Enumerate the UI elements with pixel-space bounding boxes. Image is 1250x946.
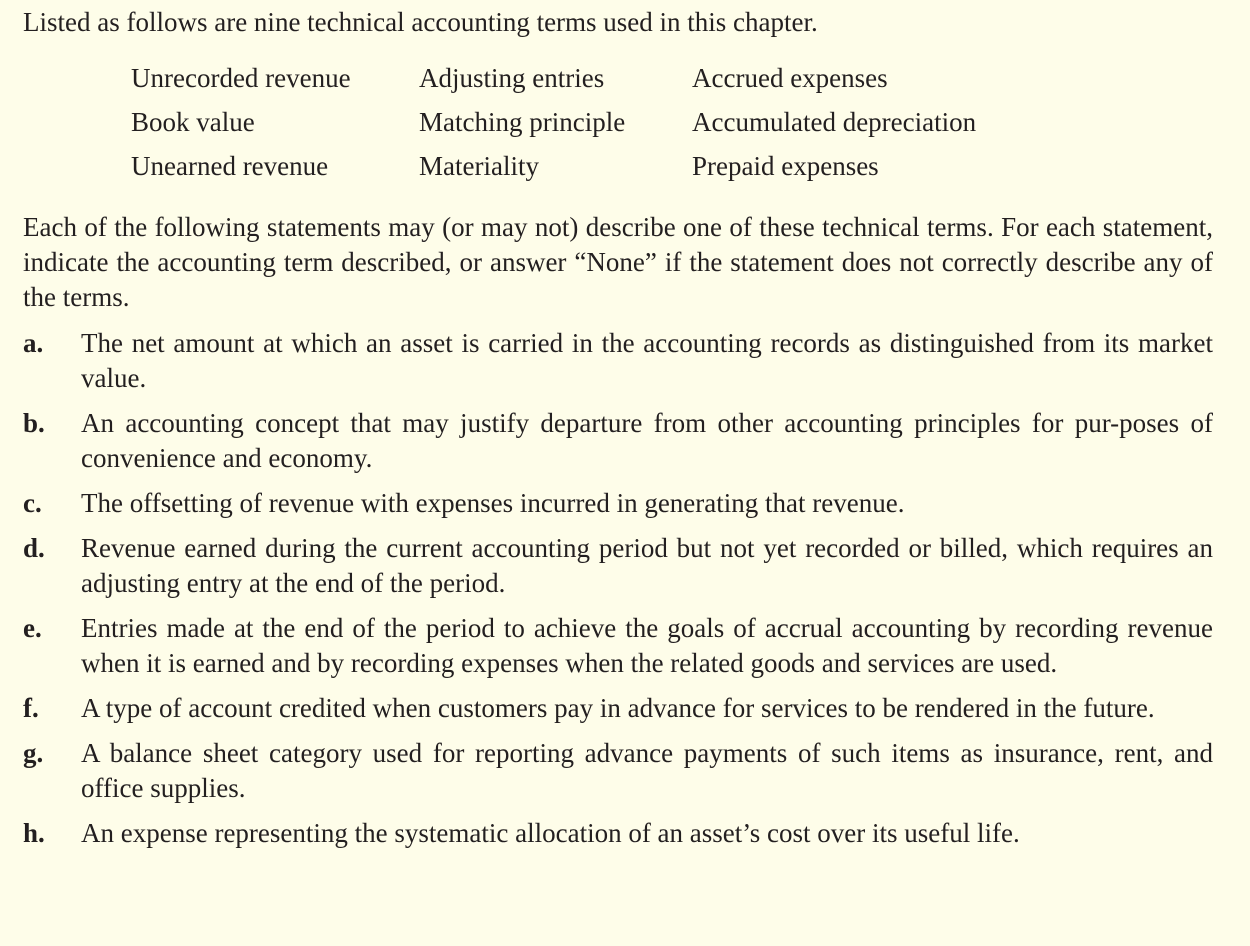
statement-letter: c. (23, 488, 42, 518)
term: Unearned revenue (131, 151, 329, 181)
term: Accrued expenses (692, 63, 888, 93)
statement-letter: f. (23, 693, 39, 723)
term: Accumulated depreciation (692, 107, 977, 137)
statement-letter: e. (23, 613, 42, 643)
statement-letter: a. (23, 328, 44, 358)
statement-item (23, 611, 1213, 681)
statement-item (23, 326, 1213, 396)
statement-text: Revenue earned during the current accounting period but not yet recorded or billed, which requires an adjusting entry at the end of the period. (81, 533, 1213, 598)
instructions-text: Each of the following statements may (or may not) describe one of these technical terms. For each statement, indicate the accounting term described, or answer “None” if the statement does not correctly describe any of the terms. (23, 212, 1213, 312)
term: Unrecorded revenue (131, 63, 351, 93)
statement-text: An accounting concept that may justify departure from other accounting principles for pur-poses of convenience and economy. (81, 408, 1213, 473)
statement-letter: h. (23, 818, 45, 848)
statement-item (23, 406, 1213, 476)
statements-list (23, 326, 1213, 861)
term: Materiality (419, 151, 539, 181)
statement-item (23, 531, 1213, 601)
statement-text: The net amount at which an asset is carried in the accounting records as distinguished from its market value. (81, 328, 1213, 393)
statement-text: The offsetting of revenue with expenses incurred in generating that revenue. (81, 488, 905, 518)
statement-text: A balance sheet category used for reporting advance payments of such items as insurance, rent, and office supplies. (81, 738, 1213, 803)
term: Matching principle (419, 107, 626, 137)
statement-text: A type of account credited when customers pay in advance for services to be rendered in the future. (81, 693, 1155, 723)
statement-letter: d. (23, 533, 45, 563)
statement-item (23, 736, 1213, 806)
statement-item (23, 486, 1213, 521)
term: Adjusting entries (419, 63, 605, 93)
statement-text: Entries made at the end of the period to achieve the goals of accrual accounting by recording revenue when it is earned and by recording expenses when the related goods and services are used. (81, 613, 1213, 678)
intro-text: Listed as follows are nine technical accounting terms used in this chapter. (23, 7, 818, 37)
statement-letter: b. (23, 408, 45, 438)
term: Book value (131, 107, 255, 137)
statement-item (23, 691, 1213, 726)
statement-text: An expense representing the systematic allocation of an asset’s cost over its useful life. (81, 818, 1020, 848)
statement-item (23, 816, 1213, 851)
statement-letter: g. (23, 738, 44, 768)
terms-list (131, 60, 1022, 192)
term: Prepaid expenses (692, 151, 879, 181)
